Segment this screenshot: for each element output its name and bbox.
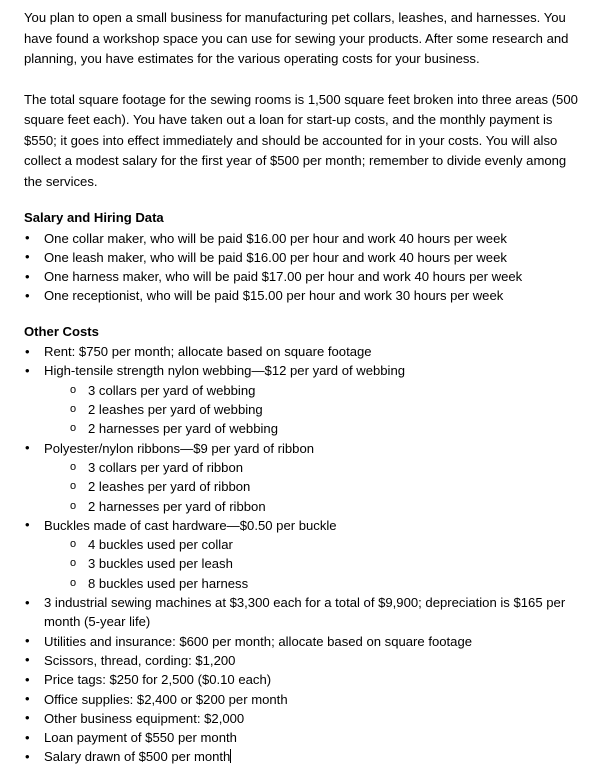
sub-list-item: o 2 leashes per yard of ribbon <box>24 477 588 496</box>
paragraph-spacer <box>24 70 588 90</box>
list-item: • Scissors, thread, cording: $1,200 <box>24 651 588 670</box>
other-costs-list <box>24 342 588 381</box>
list-item: • Utilities and insurance: $600 per month; allocate based on square footage <box>24 632 588 651</box>
sub-list-item: o 2 leashes per yard of webbing <box>24 400 588 419</box>
list-item: • Price tags: $250 for 2,500 ($0.10 each) <box>24 670 588 689</box>
text-cursor <box>230 749 231 763</box>
list-item: • Rent: $750 per month; allocate based on square footage <box>24 342 588 361</box>
sub-list-item: o 2 harnesses per yard of webbing <box>24 419 588 438</box>
list-item: • One leash maker, who will be paid $16.00 per hour and work 40 hours per week <box>24 248 588 267</box>
list-item: • Other business equipment: $2,000 <box>24 709 588 728</box>
intro-paragraph: You plan to open a small business for manufacturing pet collars, leashes, and harnesses. You have found a workshop space you can use for sewing your products. After some research and planning, you have estimates for the various operating costs for your business. <box>24 10 569 66</box>
list-item-text: Salary drawn of $500 per month <box>44 749 231 765</box>
other-costs-list-continued-3 <box>24 593 588 767</box>
list-item: • 3 industrial sewing machines at $3,300 each for a total of $9,900; depreciation is $165 per month (5-year life) <box>24 593 588 632</box>
ribbon-sublist <box>24 458 588 516</box>
list-item: • Polyester/nylon ribbons—$9 per yard of ribbon <box>24 439 588 458</box>
section-heading-other-costs: Other Costs <box>24 323 99 339</box>
salary-hiring-list <box>24 229 588 306</box>
list-item: • Loan payment of $550 per month <box>24 728 588 747</box>
list-item: • Buckles made of cast hardware—$0.50 per buckle <box>24 516 588 535</box>
sub-list-item: o 3 buckles used per leash <box>24 554 588 573</box>
sub-list-item: o 4 buckles used per collar <box>24 535 588 554</box>
list-item-with-caret[interactable] <box>24 747 588 766</box>
list-item: • One collar maker, who will be paid $16.00 per hour and work 40 hours per week <box>24 229 588 248</box>
section-spacer <box>24 192 588 208</box>
other-costs-list-continued <box>24 439 588 458</box>
other-costs-list-continued-2 <box>24 516 588 535</box>
list-item: • Office supplies: $2,400 or $200 per month <box>24 690 588 709</box>
sub-list-item: o 3 collars per yard of ribbon <box>24 458 588 477</box>
section-heading-salary: Salary and Hiring Data <box>24 210 164 225</box>
webbing-sublist <box>24 381 588 439</box>
sub-list-item: o 8 buckles used per harness <box>24 574 588 593</box>
sub-list-item: o 2 harnesses per yard of ribbon <box>24 497 588 516</box>
list-item: • One harness maker, who will be paid $17.00 per hour and work 40 hours per week <box>24 267 588 286</box>
sub-list-item: o 3 collars per yard of webbing <box>24 381 588 400</box>
buckles-sublist <box>24 535 588 593</box>
square-footage-paragraph: The total square footage for the sewing rooms is 1,500 square feet broken into three areas (500 square feet each). You have taken out a loan for start-up costs, and the monthly payment is $550; it goes into effect immediately and should be accounted for in your costs. You will also collect a modest salary for the first year of $500 per month; remember to divide evenly among the services. <box>24 91 578 189</box>
section-spacer <box>24 306 588 322</box>
list-item: • High-tensile strength nylon webbing—$12 per yard of webbing <box>24 361 588 380</box>
list-item: • One receptionist, who will be paid $15.00 per hour and work 30 hours per week <box>24 286 588 305</box>
